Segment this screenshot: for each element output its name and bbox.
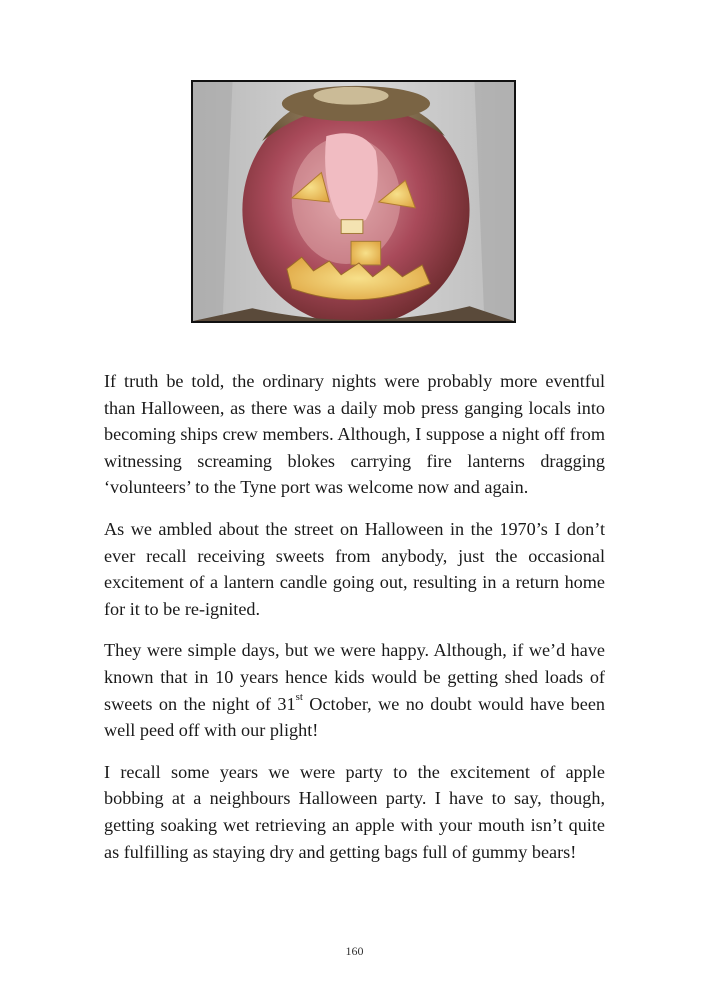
body-text (104, 368, 605, 880)
paragraph (104, 637, 605, 743)
paragraph: If truth be told, the ordinary nights were probably more eventful than Halloween, as there was a daily mob press ganging locals into becoming ships crew members. Although, I suppose a night off from witnessing screaming blokes carrying fire lanterns dragging ‘volunteers’ to the Tyne port was welcome now and again. (104, 371, 605, 498)
turnip-lantern-photo (191, 80, 516, 323)
ordinal-suffix: st (295, 690, 303, 703)
paragraph: I recall some years we were party to the excitement of apple bobbing at a neighbours Halloween party. I have to say, though, getting soaking wet retrieving an apple with your mouth isn’t quite as fulfilling as staying dry and getting bags full of gummy bears! (104, 761, 605, 862)
paragraph: As we ambled about the street on Halloween in the 1970’s I don’t ever recall receiving sweets from anybody, just the occasional excitement of a lantern candle going out, resulting in a return home for it to be re-ignited. (104, 518, 605, 619)
paragraph-text: They were simple days, but we were happy. Although, if we’d have known that in 10 years hence kids would be getting shed loads of sweets on the night of 31 (104, 640, 605, 714)
paragraph-text: October, we no doubt would have been well peed off with our plight! (104, 693, 605, 741)
page-number: 160 (345, 944, 364, 958)
